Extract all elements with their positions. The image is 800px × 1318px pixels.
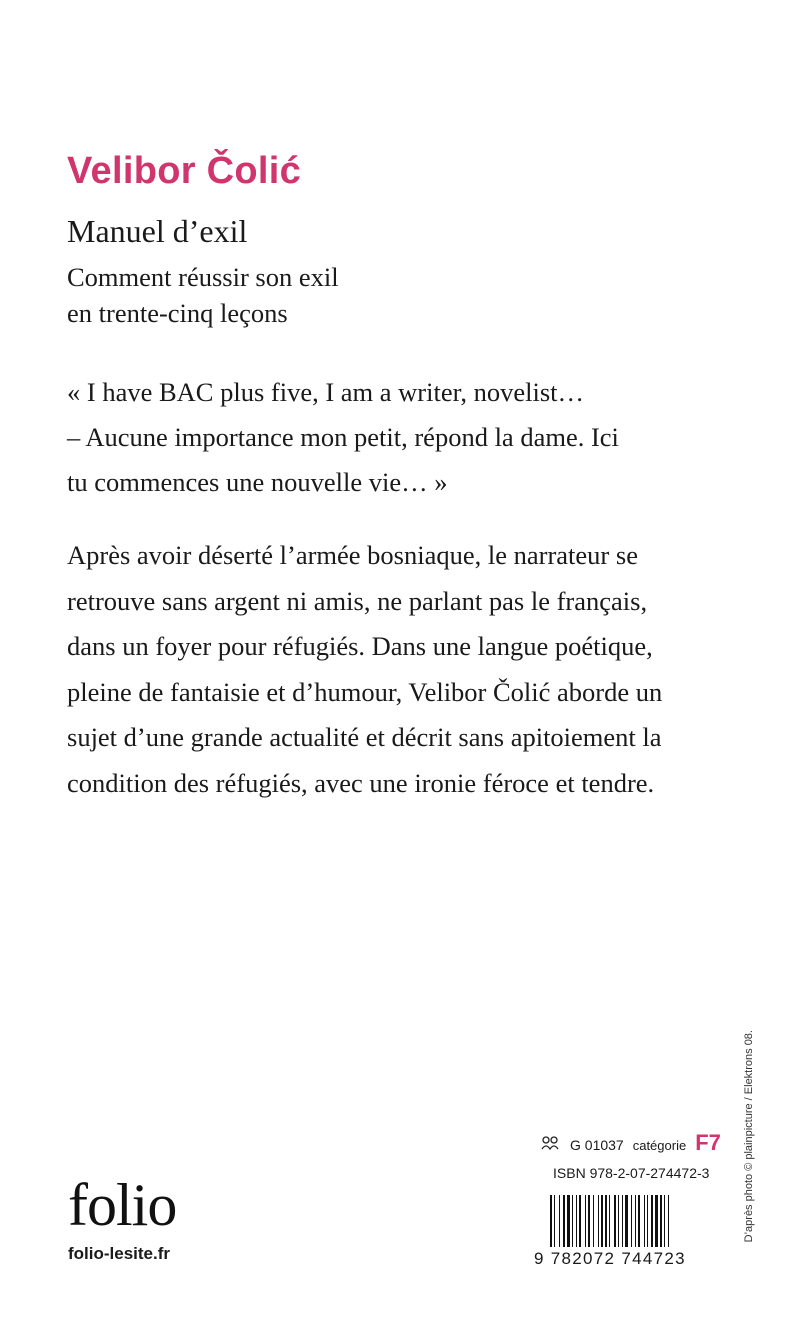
barcode-bar [644,1195,645,1247]
blurb-line: retrouve sans argent ni amis, ne parlant pas le français, [67,585,648,616]
blurb-line: pleine de fantaisie et d’humour, Velibor Čolić aborde un [67,676,663,707]
barcode-bar [572,1195,573,1247]
barcode-bar [647,1195,648,1247]
barcode-bar [660,1195,662,1247]
barcode-bar [614,1195,616,1247]
barcode-bar [605,1195,607,1247]
barcode-bar [576,1195,577,1247]
blurb-line: condition des réfugiés, avec une ironie féroce et tendre. [67,767,655,798]
publisher-mark-icon [540,1135,562,1151]
quote-line: tu commences une nouvelle vie… » [67,467,448,497]
barcode-bar [601,1195,603,1247]
category-value: F7 [695,1130,721,1155]
barcode-bar [563,1195,565,1247]
quote-line: – Aucune importance mon petit, répond la dame. Ici [67,422,619,452]
barcode-bar [638,1195,640,1247]
quote-block [67,370,747,505]
quote-line: « I have BAC plus five, I am a writer, novelist… [67,377,585,407]
publisher-website: folio-lesite.fr [68,1244,171,1263]
book-title: Manuel d’exil [67,213,248,249]
category-label: catégorie [632,1138,687,1153]
photo-credit: D’après photo © plainpicture / Elektrons 08. [743,1030,755,1243]
barcode-bar [585,1195,586,1247]
blurb-paragraph [67,533,727,806]
book-subtitle [67,259,339,331]
catalog-code: G 01037 [570,1137,624,1153]
subtitle-line: en trente-cinq leçons [67,298,288,328]
barcode-digits: 9 782072 744723 [534,1249,686,1268]
barcode-bar [559,1195,560,1247]
barcode-bar [635,1195,636,1247]
barcode-bar [609,1195,610,1247]
barcode-bar [579,1195,581,1247]
barcode-bar [631,1195,632,1247]
barcode-bar [651,1195,653,1247]
isbn: ISBN 978-2-07-274472-3 [553,1165,710,1181]
catalog-info [540,1130,721,1156]
barcode-bar [625,1195,628,1247]
barcode-bar [598,1195,599,1247]
barcode-bar [550,1195,552,1247]
barcode-bar [567,1195,570,1247]
author-name: Velibor Čolić [67,150,302,192]
barcode-bar [618,1195,619,1247]
blurb-line: dans un foyer pour réfugiés. Dans une langue poétique, [67,631,653,661]
publisher-logo: folio [68,1172,177,1238]
barcode-bar [655,1195,658,1247]
barcode [548,1195,716,1247]
blurb-line: Après avoir déserté l’armée bosniaque, le narrateur se [67,540,638,570]
subtitle-line: Comment réussir son exil [67,262,339,292]
barcode-bar [622,1195,623,1247]
barcode-bar [554,1195,555,1247]
barcode-bar [664,1195,665,1247]
barcode-bar [588,1195,590,1247]
barcode-bar [593,1195,594,1247]
blurb-line: sujet d’une grande actualité et décrit sans apitoiement la [67,722,662,752]
barcode-bar [668,1195,669,1247]
